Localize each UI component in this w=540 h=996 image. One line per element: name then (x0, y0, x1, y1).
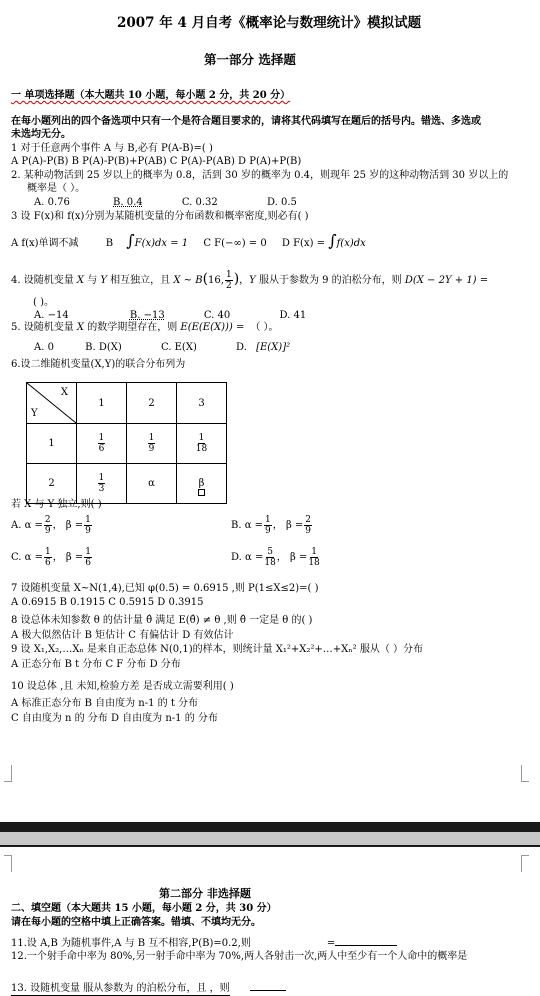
table-cell: β (177, 464, 227, 504)
table-col-header: 3 (177, 383, 227, 424)
table-cell: $\frac{1}{3}$ (77, 464, 127, 504)
question-10-options-a: A 标准正态分布 B 自由度为 n-1 的 t 分布 (11, 698, 199, 709)
question-2: 2. 某种动物活到 25 岁以上的概率为 0.8，活到 30 岁的概率为 0.4，则现年 25 岁的这种动物活到 30 岁以上的 (11, 170, 509, 181)
question-5: 5. 设随机变量 X 的数学期望存在，则 E(E(E(X))) = （ ）。 (11, 322, 279, 333)
table-row-header: 2 (27, 464, 77, 504)
instructions-line-1: 在每小题列出的四个备选项中只有一个是符合题目要求的，请将其代码填写在题后的括号内。错选、多选或 (11, 116, 481, 127)
question-4-options: A. −14 B. −13 C. 40 D. 41 (34, 310, 307, 321)
question-1-options: A P(A)-P(B) B P(A)-P(B)+P(AB) C P(A)-P(AB) D P(A)+P(B) (11, 156, 302, 167)
table-header-corner: X Y (27, 383, 77, 424)
table-cell: $\frac{1}{9}$ (127, 424, 177, 464)
page-break-line (0, 845, 540, 847)
question-2-options: A. 0.76 B. 0.4 C. 0.32 D. 0.5 (34, 197, 297, 208)
question-5-options: A. 0 B. D(X) C. E(X) D. [E(X)]² (34, 342, 291, 353)
table-cell: $\frac{1}{18}$ (177, 424, 227, 464)
question-13: 13. 设随机变量 服从参数为 的泊松分布，且 ，则 (11, 979, 286, 996)
table-resize-handle (198, 489, 205, 496)
question-10-options-b: C 自由度为 n 的 分布 D 自由度为 n-1 的 分布 (11, 713, 218, 724)
table-cell: $\frac{1}{6}$ (77, 424, 127, 464)
table-row-header: 1 (27, 424, 77, 464)
page-corner-mark (4, 765, 12, 782)
question-8: 8 设总体未知参数 θ 的估计量 θ̂ 满足 E(θ̂) ≠ θ ,则 θ̂ 一定是 θ 的( ) (11, 615, 313, 626)
question-7: 7 设随机变量 X~N(1,4),已知 φ(0.5) = 0.6915 ,则 P(1≤X≤2)=( ) (11, 583, 319, 594)
exam-title: 2007 年 4 月自考《概率论与数理统计》模拟试题 (117, 15, 422, 31)
joint-distribution-table (26, 382, 227, 504)
page-corner-mark (521, 855, 529, 872)
table-cell: α (127, 464, 177, 504)
instructions-line-3: 请在每小题的空格中填上正确答案。错填、不填均无分。 (11, 917, 261, 928)
question-8-options: A 极大似然估计 B 矩估计 C 有偏估计 D 有效估计 (11, 630, 234, 641)
part-two-title: 第二部分 非选择题 (159, 887, 251, 900)
section-one-heading: 一 单项选择题（本大题共 10 小题，每小题 2 分，共 20 分） (11, 90, 291, 101)
question-9: 9 设 X₁,X₂,…Xₙ 是来自正态总体 N(0,1)的样本，则统计量 X₁²+X₂²+…+Xₙ² 服从（ ）分布 (11, 644, 423, 655)
answer-blank (335, 934, 397, 946)
question-7-options: A 0.6915 B 0.1915 C 0.5915 D 0.3915 (11, 597, 204, 608)
page-break-band (0, 822, 540, 832)
integral-icon: ∫ (126, 231, 135, 250)
question-3: 3 设 F(x)和 f(x)分别为某随机变量的分布函数和概率密度,则必有( ) (11, 211, 309, 222)
table-row (27, 424, 227, 464)
table-col-header: 1 (77, 383, 127, 424)
question-6-cont: 若 X 与 Y 独立,则( ) (11, 499, 102, 510)
question-12: 12.一个射手命中率为 80%,另一射手命中率为 70%,两人各射击一次,两人中至少有一个人命中的概率是 (11, 951, 468, 962)
question-6-option-a: A. α = $\frac{2}{9}$ ， β = $\frac{1}{9}$ (11, 515, 91, 536)
question-4-cont: ( )。 (33, 297, 54, 308)
question-6-option-d: D. α = $\frac{5}{18}$ ， β = $\frac{1}{18}$ (231, 547, 320, 568)
section-two-heading: 二、填空题（本大题共 15 小题，每小题 2 分，共 30 分） (11, 903, 277, 914)
question-6: 6.设二维随机变量(X,Y)的联合分布列为 (11, 359, 186, 370)
question-2-cont: 概率是（ ）。 (27, 183, 86, 194)
part-one-title: 第一部分 选择题 (204, 52, 296, 67)
page-corner-mark (521, 765, 529, 782)
question-10: 10 设总体 ,且 未知,检验方差 是否成立需要利用( ) (11, 681, 234, 692)
page-corner-mark (4, 855, 12, 872)
question-11: 11.设 A,B 为随机事件,A 与 B 互不相容,P(B)=0.2,则 = (11, 934, 397, 950)
integral-icon: ∫ (328, 231, 337, 250)
table-col-header: 2 (127, 383, 177, 424)
question-9-options: A 正态分布 B t 分布 C F 分布 D 分布 (11, 659, 181, 670)
question-6-option-b: B. α = $\frac{1}{9}$ ， β = $\frac{2}{9}$ (231, 515, 312, 536)
question-1: 1 对于任意两个事件 A 与 B,必有 P(A-B)=( ) (11, 143, 213, 154)
instructions-line-2: 未选均无分。 (11, 129, 71, 140)
question-6-option-c: C. α = $\frac{1}{6}$ ， β = $\frac{1}{6}$ (11, 547, 91, 568)
page-break-gap (0, 832, 540, 845)
question-4: 4. 设随机变量 X 与 Y 相互独立，且 X ~ B(16, $\frac{1}{2}$ )，Y 服从于参数为 9 的泊松分布，则 D(X − 2Y + 1) = (11, 270, 489, 291)
question-3-options: A f(x)单调不减 B ∫F(x)dx = 1 C F(−∞) = 0 D F(x) = ∫f(x)dx (11, 231, 366, 250)
answer-blank (250, 979, 286, 991)
